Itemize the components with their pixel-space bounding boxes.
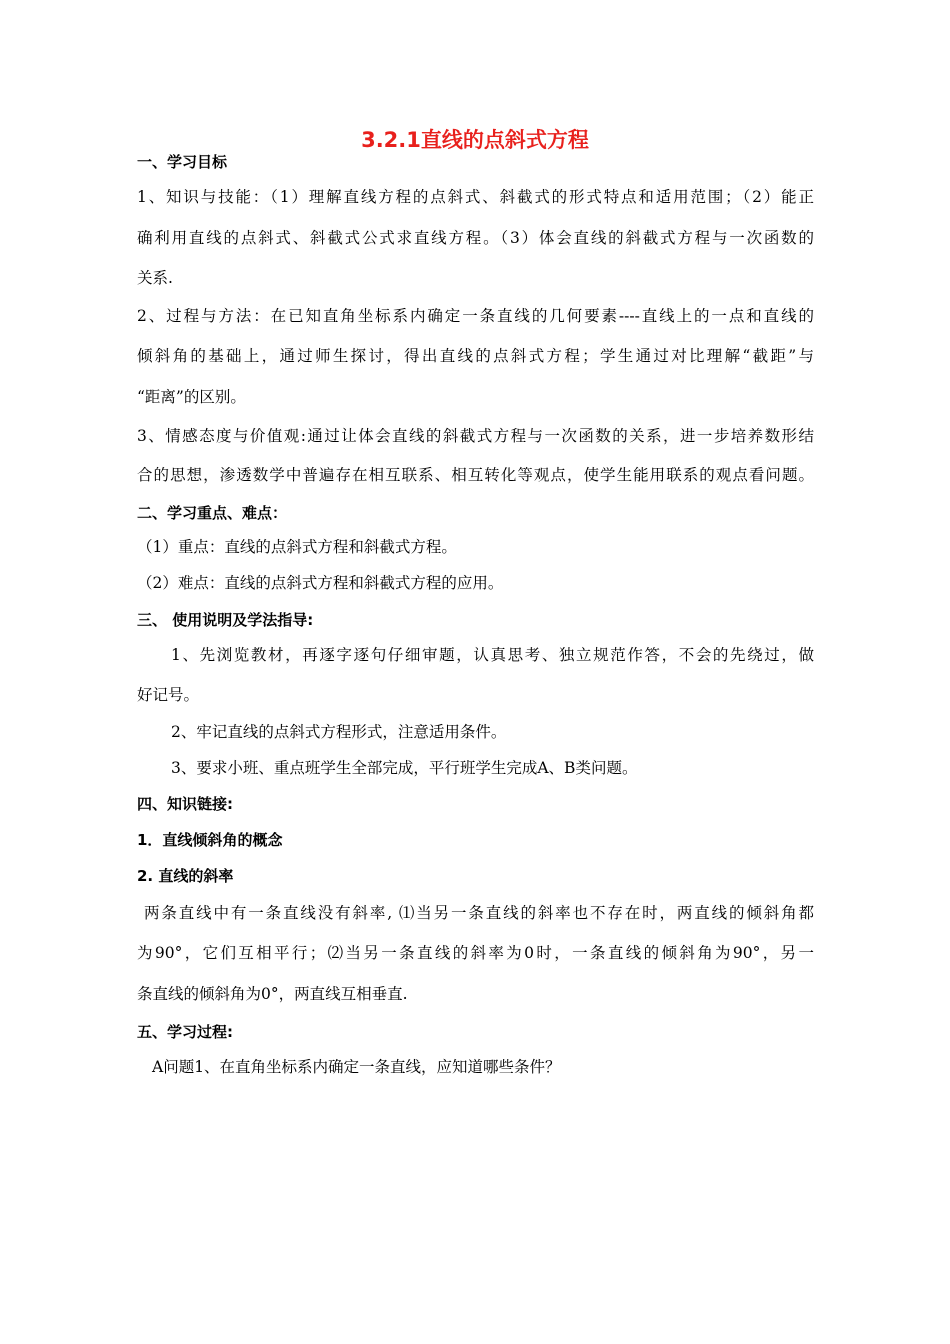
paragraph-line: 好记号。 [137, 686, 200, 704]
paragraph-line: （2）难点：直线的点斜式方程和斜截式方程的应用。 [137, 574, 504, 592]
paragraph-line: 3、情感态度与价值观:通过让体会直线的斜截式方程与一次函数的关系，进一步培养数形结 [137, 427, 814, 445]
paragraph-line: 3、要求小班、重点班学生全部完成，平行班学生完成A、B类问题。 [171, 759, 638, 777]
paragraph-line: 1、知识与技能：（1）理解直线方程的点斜式、斜截式的形式特点和适用范围；（2）能正 [137, 188, 814, 206]
subheading: 1．直线倾斜角的概念 [137, 831, 283, 849]
paragraph-line: 倾斜角的基础上，通过师生探讨，得出直线的点斜式方程；学生通过对比理解“截距”与 [137, 347, 814, 365]
section-heading-instructions: 三、 使用说明及学法指导: [137, 611, 314, 629]
paragraph-line: 2、过程与方法：在已知直角坐标系内确定一条直线的几何要素----直线上的一点和直线的 [137, 307, 814, 325]
paragraph-line: 1、先浏览教材，再逐字逐句仔细审题，认真思考、独立规范作答，不会的先绕过，做 [171, 646, 814, 664]
paragraph-line: 条直线的倾斜角为0°，两直线互相垂直. [137, 985, 408, 1003]
section-heading-process: 五、学习过程: [137, 1023, 233, 1041]
paragraph-line: 2、牢记直线的点斜式方程形式，注意适用条件。 [171, 723, 507, 741]
section-heading-knowledge: 四、知识链接: [137, 795, 233, 813]
paragraph-line: 为90°，它们互相平行；⑵当另一条直线的斜率为0时，一条直线的倾斜角为90°，另一 [137, 944, 814, 962]
paragraph-line: 确利用直线的点斜式、斜截式公式求直线方程。（3）体会直线的斜截式方程与一次函数的 [137, 229, 814, 247]
section-heading-goals: 一、学习目标 [137, 153, 228, 171]
paragraph-line: “距离”的区别。 [137, 388, 246, 406]
section-heading-keypoints: 二、学习重点、难点： [137, 504, 288, 522]
page-title: 3.2.1直线的点斜式方程 [361, 128, 589, 152]
paragraph-line: 关系. [137, 269, 173, 287]
subheading: 2. 直线的斜率 [137, 867, 234, 885]
paragraph-line: 两条直线中有一条直线没有斜率, ⑴当另一条直线的斜率也不存在时，两直线的倾斜角都 [144, 904, 814, 922]
paragraph-line: （1）重点：直线的点斜式方程和斜截式方程。 [137, 538, 457, 556]
paragraph-line: 合的思想，渗透数学中普遍存在相互联系、相互转化等观点，使学生能用联系的观点看问题。 [137, 466, 814, 484]
paragraph-line: A问题1、在直角坐标系内确定一条直线，应知道哪些条件？ [152, 1058, 561, 1076]
